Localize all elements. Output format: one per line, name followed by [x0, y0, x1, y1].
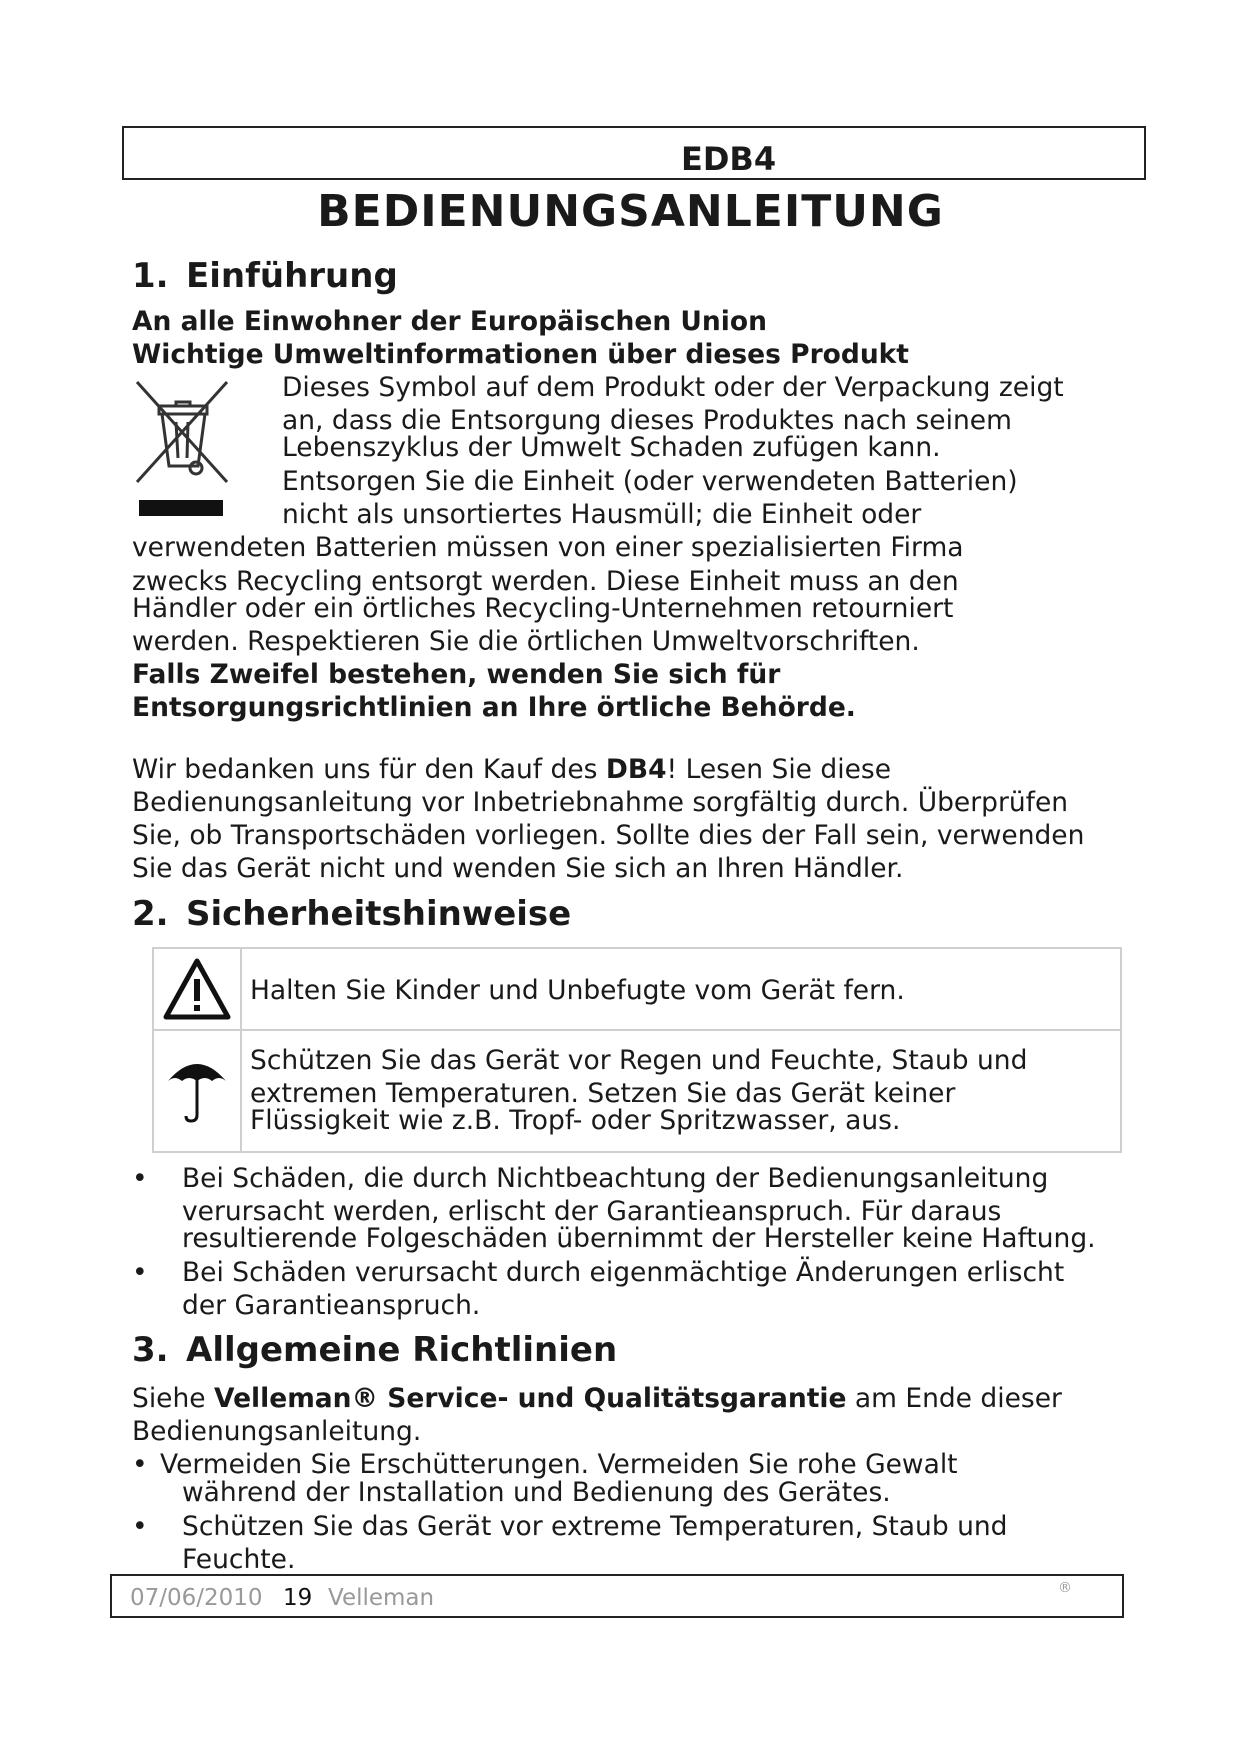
environment-info-heading: Wichtige Umweltinformationen über dieses Produkt — [132, 339, 909, 370]
modification-bullet-line: Bei Schäden verursacht durch eigenmächtige Änderungen erlischt — [182, 1257, 1065, 1288]
weee-text-line: Entsorgen Sie die Einheit (oder verwendeten Batterien) — [282, 466, 1018, 497]
section-heading-sicherheitshinweise: 2. Sicherheitshinweise — [132, 894, 572, 934]
weee-text-line: nicht als unsortiertes Hausmüll; die Einheit oder — [282, 499, 922, 530]
safety-children-text: Halten Sie Kinder und Unbefugte vom Gerät fern. — [250, 975, 905, 1006]
footer-brand: Velleman — [328, 1585, 435, 1611]
weee-crossed-bin-icon — [132, 374, 232, 524]
warranty-bullet-line: verursacht werden, erlischt der Garantieanspruch. Für daraus — [182, 1196, 1002, 1227]
safety-weather-text-line: Flüssigkeit wie z.B. Tropf- oder Spritzwasser, aus. — [250, 1105, 901, 1136]
model-code: EDB4 — [681, 140, 777, 178]
bullet-marker: • — [132, 1449, 148, 1480]
document-title: BEDIENUNGSANLEITUNG — [317, 186, 944, 237]
temperature-bullet-line: Schützen Sie das Gerät vor extreme Temperaturen, Staub und — [182, 1511, 1008, 1542]
umbrella-icon — [164, 1053, 230, 1125]
bullet-marker: • — [132, 1257, 148, 1288]
safety-weather-text-line: extremen Temperaturen. Setzen Sie das Gerät keiner — [250, 1078, 956, 1109]
warranty-bullet-line: Bei Schäden, die durch Nichtbeachtung der Bedienungsanleitung — [182, 1163, 1049, 1194]
section-heading-einfuehrung: 1. Einführung — [132, 256, 398, 296]
footer-date: 07/06/2010 — [130, 1585, 263, 1611]
guarantee-name: Velleman® Service- und Qualitätsgarantie — [214, 1383, 847, 1414]
weee-text-line: werden. Respektieren Sie die örtlichen Umweltvorschriften. — [132, 626, 920, 657]
safety-table — [152, 947, 1122, 1153]
thanks-paragraph-line: Sie, ob Transportschäden vorliegen. Sollte dies der Fall sein, verwenden — [132, 820, 1085, 851]
model-header-box — [122, 126, 1146, 180]
thanks-paragraph-first-line: Wir bedanken uns für den Kauf des DB4! Lesen Sie diese — [132, 754, 892, 785]
modification-bullet-line: der Garantieanspruch. — [182, 1290, 481, 1321]
weee-text-line: Lebenszyklus der Umwelt Schaden zufügen kann. — [282, 432, 941, 463]
thanks-paragraph-line: Bedienungsanleitung vor Inbetriebnahme sorgfältig durch. Überprüfen — [132, 787, 1069, 818]
weee-text-line: Dieses Symbol auf dem Produkt oder der Verpackung zeigt — [282, 372, 1064, 403]
registered-mark: ® — [1058, 1580, 1072, 1596]
eu-residents-heading: An alle Einwohner der Europäischen Union — [132, 306, 767, 337]
product-name: DB4 — [605, 754, 667, 785]
authority-advice-line: Entsorgungsrichtlinien an Ihre örtliche Behörde. — [132, 692, 856, 723]
page-number: 19 — [283, 1585, 313, 1611]
authority-advice-line: Falls Zweifel bestehen, wenden Sie sich für — [132, 659, 781, 690]
shock-bullet-line: während der Installation und Bedienung des Gerätes. — [182, 1477, 891, 1508]
weee-text-line: verwendeten Batterien müssen von einer spezialisierten Firma — [132, 532, 964, 563]
bullet-marker: • — [132, 1163, 148, 1194]
safety-weather-text-line: Schützen Sie das Gerät vor Regen und Feuchte, Staub und — [250, 1045, 1028, 1076]
warranty-bullet-line: resultierende Folgeschäden übernimmt der Hersteller keine Haftung. — [182, 1223, 1096, 1254]
shock-bullet-line: Vermeiden Sie Erschütterungen. Vermeiden Sie rohe Gewalt — [160, 1449, 958, 1480]
section-heading-allgemeine-richtlinien: 3. Allgemeine Richtlinien — [132, 1330, 618, 1370]
temperature-bullet-line: Feuchte. — [182, 1544, 296, 1575]
guarantee-reference-line: Bedienungsanleitung. — [132, 1416, 422, 1447]
guarantee-reference-line: Siehe Velleman® Service- und Qualitätsgarantie am Ende dieser — [132, 1383, 1062, 1414]
thanks-paragraph-line: Sie das Gerät nicht und wenden Sie sich an Ihren Händler. — [132, 853, 904, 884]
weee-text-line: zwecks Recycling entsorgt werden. Diese Einheit muss an den — [132, 566, 959, 597]
bullet-marker: • — [132, 1511, 148, 1542]
weee-text-line: Händler oder ein örtliches Recycling-Unternehmen retourniert — [132, 593, 954, 624]
weee-text-line: an, dass die Entsorgung dieses Produktes nach seinem — [282, 405, 1012, 436]
warning-triangle-icon — [162, 957, 232, 1021]
